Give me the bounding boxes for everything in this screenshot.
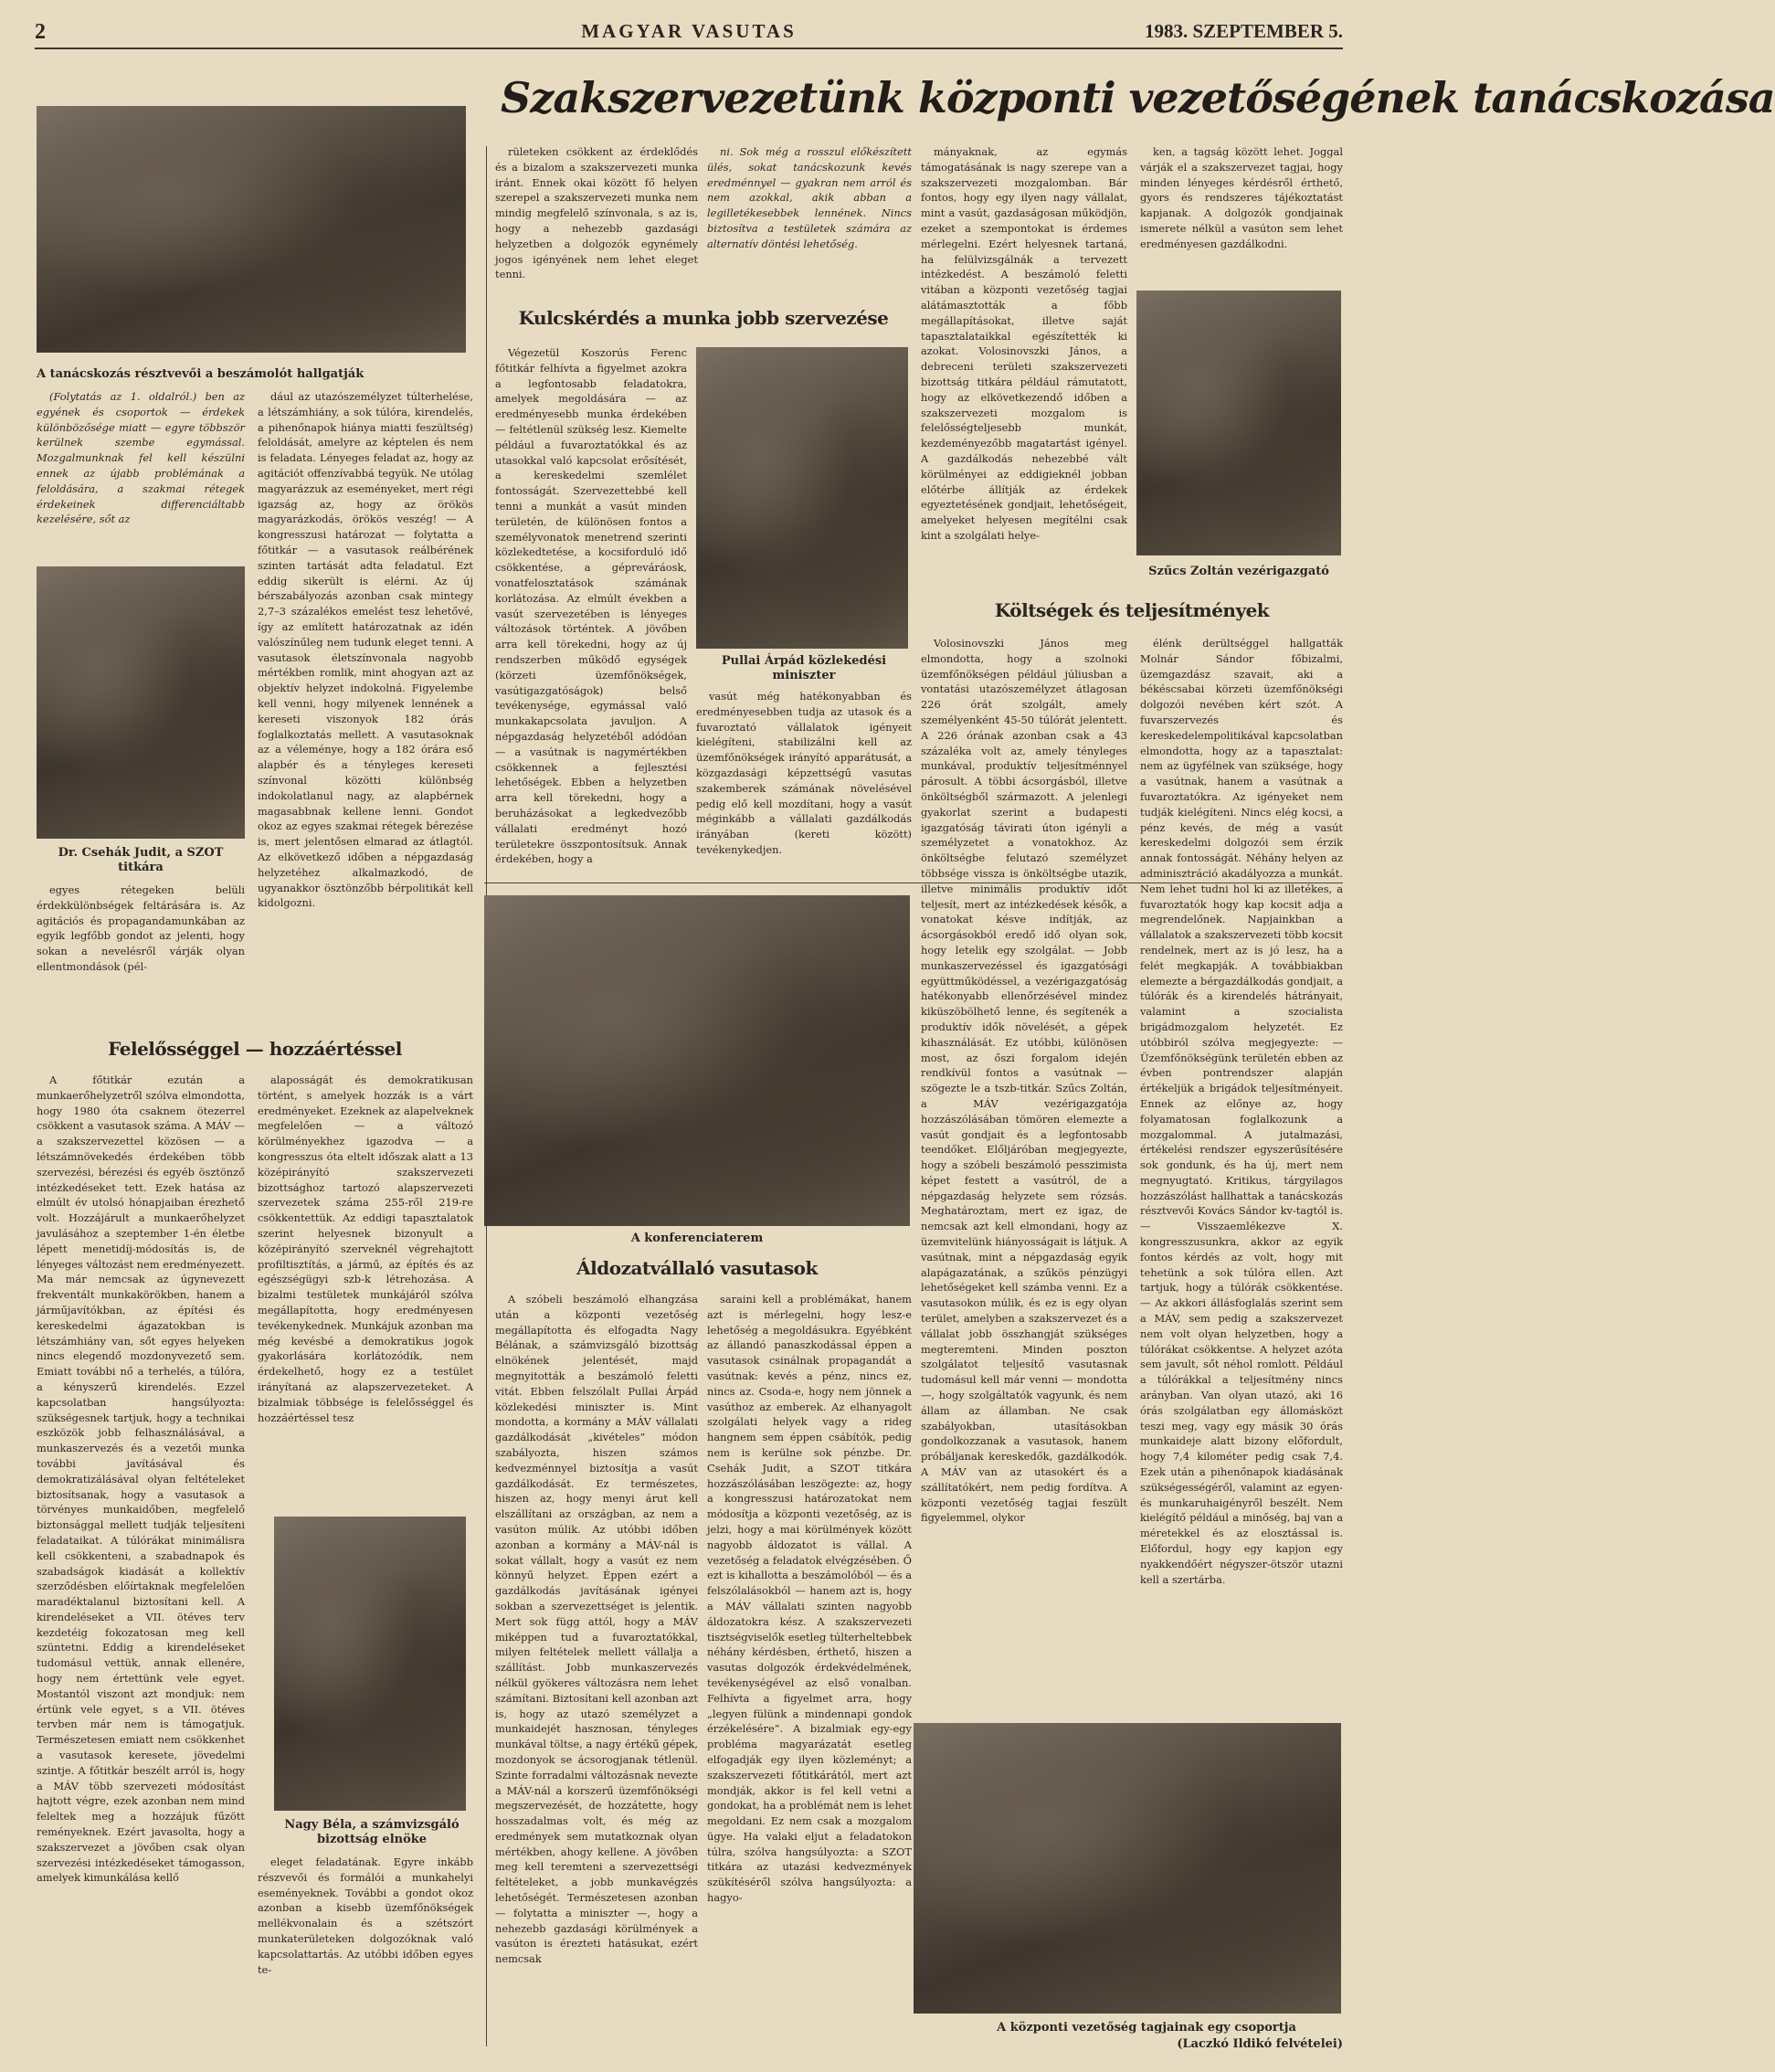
photo-conference-hall (484, 895, 910, 1226)
photo-credit: (Laczkó Ildikó felvételei) (1177, 2037, 1343, 2051)
article-column-4-mid (696, 689, 912, 877)
article-text: egyes rétegeken belüli érdekkülönbségek feltárására is. Az agitációs és propagandamunkában az egyik legfőbb gondot az jelenti, hogy sokan a nevelésről várják olyan ellentmondások (pél- (37, 883, 245, 973)
caption-pullai-arpad: Pullai Árpád közlekedési miniszter (721, 654, 887, 682)
caption-board-members-group: A központi vezetőség tagjainak egy csoportja (997, 2021, 1296, 2035)
article-text: Végezetül Koszorús Ferenc főtitkár felhívta a figyelmet azokra a legfontosabb feladatokra, amelyek megoldására — az eredményesebb munka érdekében — feltétlenül szükség lesz. Kiemelte például a fuvaroztatókkal és az utasokkal való kapcsolat erősítését, a kereskedelmi szemlélet fontosságát. Szervezettebbé kell tenni a munkát a vasút minden területén, de különösen fontos a személyvonatok menetrend szerinti közlekedtetése, a kocsiforduló idő csökkentése, a gépreváráosk, vonatfelosztatások számának korlátozása. Az elmúlt években a vasút szervezetében is lényeges változások történtek. A jövőben arra kell törekedni, hogy az új rendszerben működő egységek (körzeti üzemfőnökségek, vasútigazgatóságok) belső tevékenysége, egymással való munkakapcsolata javuljon. A népgazdaság helyzetéből adódóan — a vasútnak is nagymértékben csökkennek a fejlesztési lehetőségek. Ebben a helyzetben arra kell törekedni, hogy a beruházásokat a legkedvezőbb vállalati eredményt hozó területekre összpontosítsuk. Annak érdekében, hogy a (495, 346, 687, 866)
article-column-1-bottom (37, 1073, 245, 2046)
article-column-6-top (1140, 144, 1343, 291)
photo-csehak-judit (37, 566, 245, 839)
page-header (35, 16, 1343, 49)
article-text: (Folytatás az 1. oldalról.) ben az egyének és csoportok — érdekek különbözősége miatt — egyre többször kerülnek szembe egymással. Mozgalmunknak fel kell készülni ennek az újabb problémának a feloldására, a szakmai rétegek érdekeinek differenciáltabb kezelésére, sőt az (37, 390, 245, 526)
photo-nagy-bela (274, 1517, 466, 1811)
photo-meeting-participants (37, 106, 466, 353)
article-column-2-nagy (258, 1855, 473, 2046)
article-text: ni. Sok még a rosszul előkészített ülés, sokat tanácskozunk kevés eredménnyel — gyakran nem arról és nem azokkal, akik abban a legilletékesebbek lennének. Nincs biztosítva a testületek számára az alternatív döntési lehetőség. (707, 145, 912, 250)
article-text: A főtitkár ezután a munkaerőhelyzetről szólva elmondotta, hogy 1980 óta csaknem ötezerrel csökkent a vasutasok száma. A MÁV — a szakszervezettel közösen — a létszámnövekedés érdekében több szervezési, bérezési és egyéb ösztönző intézkedéseket tett. Ezek hatása az elmúlt év utolsó hónapjaiban érezhető volt. Hozzájárult a munkaerőhelyzet javulásához a szeptember 1-én életbe lépett menetidíj-módosítás is, de lényeges változást nem eredményezett. Ma már nemcsak az úgynevezett frekventált munkakörökben, hanem a járműjavítókban, az építési és kereskedelmi ágazatokban is létszámhiány van, sőt egyes helyeken nincs elegendő mozdonyvezető sem. Emiatt további nő a terhelés, a túlóra, a kényszerű kirendelés. Ezzel kapcsolatban hangsúlyozta: szükségesnek tartjuk, hogy a technikai eszközök jobb felhasználásával, a munkaszervezés és a vezetői munka további javításával és demokratizálásával olyan feltételeket biztosítsanak, hogy a vasutasok a törvényes munkaidőben, megfelelő biztonsággal mellett tudják teljesíteni feladataikat. A túlórákat minimálisra kell csökkenteni, a szabadnapok és szabadságok kiadását a kollektív szerződésben előírtaknak megfelelően maradéktalanul biztosítani kell. A kirendeléseket a VII. ötéves terv kezdetéig fokozatosan meg kell szüntetni. Eddig a kirendeléseket tudomásul vettük, annak ellenére, hogy nem értettünk vele egyet. Mostantól viszont azt mondjuk: nem értünk vele egyet, s a VII. ötéves tervben már nem is támogatjuk. Természetesen emiatt nem csökkenhet a vasutasok keresete, jövedelmi szintje. A főtitkár beszélt arról is, hogy a MÁV több szervezeti módosítást hajtott végre, ezek azonban nem mind feleltek meg a hozzájuk fűzött reményeknek. Ezért javasolta, hogy a szakszervezet a jövőben csak olyan szervezési intézkedéseket támogasson, amelyek kimunkálása kellő (37, 1073, 245, 1885)
article-column-2-bottom (258, 1073, 473, 1502)
article-text: mányaknak, az egymás támogatásának is nagy szerepe van a szakszervezeti mozgalomban. Bár fontos, hogy egy ilyen nagy vállalat, mint a vasút, gazdaságosan működjön, ezeket a szempontokat is érdemes mérlegelni. Ezért helyesnek tartaná, ha felülvizsgálnák a tervezett intézkedést. A beszámoló feletti vitában a központi vezetőség tagjai alátámasztották a főbb megállapításokat, illetve saját tapasztalataikkal egészítették ki azokat. Volosinovszki János, a debreceni területi szakszervezeti bizottság titkára például rámutatott, hogy az elkövetkezendő időben a szakszervezeti mozgalom is felelősségteljesebb munkát, kezdeményezőbb magatartást igényel. A gazdálkodás nehezebbé vált körülményei az eddigieknél jobban előtérbe állítják az érdekek egyeztetésének gondjait, lehetőségeit, amelyeket helyesen megítélni csak kint a szolgálati helye- (921, 145, 1127, 542)
main-title: Szakszervezetünk központi vezetőségének tanácskozása (501, 73, 1775, 122)
page-number: 2 (35, 20, 46, 44)
article-text: saraini kell a problémákat, hanem azt is mérlegelni, hogy lesz-e lehetőség a megoldásukra. Egyébként az állandó panaszkodással éppen a vasutasok csinálnak propagandát a vasútnak: kevés a pénz, nincs ez, nincs az. Csoda-e, hogy nem jönnek a vasúthoz az emberek. Az elhanyagolt szolgálati helyek vagy a rideg hangnem sem éppen csábítók, pedig nem is kerülne sok pénzbe. Dr. Csehák Judit, a SZOT titkára hozzászólásában leszögezte: az, hogy a kongresszusi határozatokat nem módosítja a központi vezetőség, az is jelzi, hogy a mai körülmények között nagyobb áldozatot is vállal. A vezetőség a feladatok elvégzésében. Ő ezt is kihallotta a beszámolóból — és a felszólalásokból — hanem azt is, hogy a MÁV vállalati szinten nagyobb áldozatokra kész. A szakszervezeti tisztségviselők esetleg túlterheltebbek néhány kérdésben, érthető, hiszen a vasutas dolgozók érdekvédelmének, tevékenységével az első vonalban. Felhívta a figyelmet arra, hogy „legyen fülünk a mindennapi gondok érzékelésére”. A bizalmiak egy-egy probléma magyarázatát esetleg elfogadják egy ilyen közleményt; a szakszervezeti főtitkárától, mert azt mondják, akkor is fel kell vetni a gondokat, ha a problémát nem is lehet megoldani. Ez nem csak a mozgalom ügye. Ha valaki eljut a feladatokon túlra, szólva hangsúlyozta: a SZOT titkára az utazási kedvezmények szükítéséről szólva hangsúlyozta: a hagyo- (707, 1293, 912, 1905)
article-column-3-mid (495, 345, 687, 873)
article-column-3-top (495, 144, 698, 298)
heading-aldozatvallalo: Áldozatvállaló vasutasok (576, 1257, 818, 1279)
heading-koltsegek: Költségek és teljesítmények (994, 599, 1270, 621)
article-column-4-top (707, 144, 912, 298)
article-text: dául az utazószemélyzet túlterhelése, a létszámhiány, a sok túlóra, kirendelés, a pihenőnapok hiánya miatti feszültség) feloldását, amelyre az képtelen és nem is feladata. Lényeges feladat az, hogy az agitációt offenzívabbá tegyük. Ne utólag magyarázzuk az eseményeket, mert régi igazság az, hogy az örökös magyarázkodás, örökös veszég! — A kongresszusi határozat — folytatta a főtitkár — a vasutasok reálbérének szinten tartását adta feladatul. Ezt eddig sikerült is elérni. Az új bérszabályozás azonban csak mintegy 2,7–3 százalékos emelést tesz lehetővé, így az említett határozatnak az idén valószínűleg nem tudunk eleget tenni. A vasutasok életszínvonala nagyobb mértékben romlik, mint ahogyan azt az objektív helyzet indokolná. Figyelembe kell venni, hogy milyenek lennének a kereseti viszonyok 182 órás foglalkoztatás mellett. A vasutasoknak az a véleménye, hogy a 182 órára eső alapbér és a tényleges kereseti színvonal közötti különbség indokolatlanul nagy, az alapbérnek magasabbnak kellene lenni. Gondot okoz az egyes szakmai rétegek bérezése is, mert jelentősen elmarad az átlagtól. Az elkövetkező időben a népgazdaság helyzetéhez alkalmazkodó, de ugyanakkor ösztönzőbb bérpolitikát kell kidolgozni. (258, 390, 473, 910)
article-text: ken, a tagság között lehet. Joggal várják el a szakszervezet tagjai, hogy minden lényeges kérdésről érthető, gyors és rendszeres tájékoztatást kapjanak. A dolgozók gondjainak ismerete nélkül a vasúton sem lehet eredményesen gazdálkodni. (1140, 145, 1343, 250)
article-column-1-top (37, 389, 245, 563)
article-column-2-top (258, 389, 473, 961)
article-text: Volosinovszki János meg elmondotta, hogy a szolnoki üzemfőnökségen például júliusban a vontatási utazószemélyzet átlagosan 226 órát szolgált, amely személyenként 45-50 túlórát jelentett. A 226 órának azonban csak a 43 százaléka volt az, amely tényleges munkával, produktív teljesítménnyel párosult. A többi ácsorgásból, illetve önköltségből származott. A jelenlegi gyakorlat szerint a budapesti igazgatóság távirati úton igényli a személyzetet a vonatokhoz. Az önköltségbe felutazó személyzet többsége vissza is önköltségbe utazik, illetve minimális produktív időt teljesít, mert az intézkedések késők, a vonatokat késve indítják, az ácsorgásokból eredő idő olyan sok, hogy letelik egy szolgálat. — Jobb munkaszervezéssel és igazgatósági együttműködéssel, a vezérigazgatóság hatékonyabb ellenőrzésével mindez kiküszöbölhető lenne, és segítenék a produktív idők növelését, a gépek kihasználását. Ez utóbbi, különösen most, az őszi forgalom idején rendkívül fontos a vasútnak — szögezte le a tszb-titkár. Szűcs Zoltán, a MÁV vezérigazgatója hozzászólásában tömören elemezte a vasút gondjait és a legfontosabb teendőket. Előljáróban megjegyezte, hogy a szóbeli beszámoló pesszimista képet festett a vasútról, de a népgazdaság helyzete sem rózsás. Meghatároztam, mert ez igaz, de nemcsak azt kell elmondani, hogy az üzemvitelünk hiányosságait is látjuk. A vasútnak, mint a népgazdaság egyik alapágazatának, a szűkös pénzügyi lehetőségeket kell számba venni. Ez a vasutasokon múlik, és ez is egy olyan terület, amelyben a szakszervezet és a vállalat jobb összhangját szükséges megteremteni. Minden poszton szolgálatot teljesítő vasutasnak tudomásul kell már venni — mondotta —, hogy szolgáltatók vagyunk, és nem állam az államban. Ne csak szabályokban, utasításokban gondolkozzanak a vasutasok, hanem próbáljanak kereskedők, gazdálkodók. A MÁV van az utasokért és a szállítatókért, nem pedig fordítva. A központi vezetőség tagjai feszült figyelemmel, olykor (921, 637, 1127, 1525)
article-column-3-bottom (495, 1292, 698, 2046)
heading-felelosseggel: Felelősséggel — hozzáértéssel (108, 1038, 402, 1060)
caption-szucs-zoltan: Szűcs Zoltán vezérigazgató (1148, 565, 1329, 578)
caption-conference-hall: A konferenciaterem (630, 1232, 764, 1245)
article-column-6-bottom (1140, 636, 1343, 1723)
heading-kulcskerdes: Kulcskérdés a munka jobb szervezése (518, 307, 889, 329)
article-text: A szóbeli beszámoló elhangzása után a központi vezetőség megállapította és elfogadta Nagy Bélának, a számvizsgáló bizottság elnökének jelentését, majd megnyitották a beszámoló feletti vitát. Ebben felszólalt Pullai Árpád közlekedési miniszter is. Mint mondotta, a kormány a MÁV vállalati gazdálkodását „kivételes” módon szabályozta, hiszen számos kedvezménnyel biztosítja a vasút gazdálkodását. Ez természetes, hiszen az, hogy menyi árut kell elszállítani az országban, az nem a vasúton múlik. Az utóbbi időben azonban a kormány a MÁV-nál is sokat vállalt, hogy a vasút ez nem könnyű helyzet. Éppen ezért a gazdálkodás javításának igényei sokban a szervezettséget is jelentik. Mert sok függ attól, hogy a MÁV miképpen tud a fuvaroztatókkal, milyen feltételek mellett vállalja a szállítást. Jobb munkaszervezés nélkül gyökeres változásra nem lehet számítani. Biztosítani kell azonban azt is, hogy az utazó személyzet a munkaidejét hasznosan, tényleges munkával töltse, a nagy értékű gépek, mozdonyok se ácsorogjanak tétlenül. Szinte forradalmi változásnak nevezte a MÁV-nál a korszerű üzemfőnökségi megszervezését, de hozzátette, hogy hosszadalmas volt, és még az eredmények sem mutatkoznak olyan mértékben, ahogy kellene. A jövőben meg kell teremteni a szervezettségi feltételeket, a jobb munkavégzés lehetőségét. Természetesen azonban — folytatta a miniszter —, hogy a nehezebb gazdasági körülmények a vasúton is érezteti hatásukat, ezért nemcsak (495, 1293, 698, 1966)
article-text: vasút még hatékonyabban és eredményesebben tudja az utasok és a fuvaroztató vállalatok igényeit kielégíteni, stabilizálni kell az üzemfőnökségek irányító apparátusát, a közgazdasági képzettségű vasutas szakemberek számának növelésével pedig elő kell mozdítani, hogy a vasút méginkább a vállalati gazdálkodás irányában (kereti között) tevékenykedjen. (696, 690, 912, 856)
article-text: élénk derültséggel hallgatták Molnár Sándor főbizalmi, üzemgazdász szavait, aki a békéscsabai körzeti üzemfőnökségi dolgozói nevében kért szót. A fuvarszervezés és kereskedelempolitikával kapcsolatban elmondotta, hogy az a tapasztalat: nem az ügyfélnek van szüksége, hogy a vasútnak, hanem a vasútnak a fuvaroztatókra. Az igényeket nem tudják kielégíteni. Nincs elég kocsi, a pénz kevés, de még a vasút kereskedelmi dolgozói sem érzik annak fontosságát. Néhány helyen az adminisztráció akadályozza a munkát. Nem lehet tudni hol ki az illetékes, a fuvaroztatók hogy kap kocsit adja a megrendelőnek. Napjainkban a vállalatok a szakszervezeti több kocsit rendelnek, mert az is jó lesz, ha a felét megkapják. A továbbiakban elemezte a bérgazdálkodás gondjait, a túlórák és a kirendelés hátrányait, valamint a szocialista brigádmozgalom helyzetét. Ez utóbbiról szólva megjegyezte: — Üzemfőnökségünk területén ebben az évben pontrendszer alapján értékeljük a brigádok teljesítményeit. Ennek az előnye az, hogy folyamatosan foglalkozunk a mozgalommal. A jutalmazási, értékelési rendszer egyszerűsítésére sok gondunk, és ha új, mert nem megnyugtató. Kritikus, tárgyilagos hozzászólást hallhattak a tanácskozás résztvevői Kovács Sándor kv-tagtól is. — Visszaemlékezve X. kongresszusunkra, akkor az egyik fontos kérdés az volt, hogy mit tehetünk a sok túlóra ellen. Azt tartjuk, hogy a túlórák csökkentése. — Az akkori állásfoglalás szerint sem a MÁV, sem pedig a szakszervezet nem volt olyan helyzetben, hogy a túlórákat csökkentse. A helyzet azóta sem javult, sőt néhol romlott. Például a túlórákkal a teljesítmény nincs arányban. Van olyan utazó, aki 16 órás szolgálatban egy állomásközt teszi meg, vagy egy másik 30 órás munkaideje alatt bizony előfordult, hogy 7,4 kilométer pedig csak 7,4. Ezek után a pihenőnapok kiadásának szükségességéről, valamint az egyen- és munkaruhaigényről beszélt. Nem kielégítő például a minőség, baj van a méretekkel és az elosztással is. Előfordul, hogy egy kapjon egy nyakkendőért négyszer-ötször utazni kell a szertárba. (1140, 637, 1343, 1586)
caption-meeting-participants: A tanácskozás résztvevői a beszámolót hallgatják (37, 367, 365, 381)
article-text: rületeken csökkent az érdeklődés és a bizalom a szakszervezeti munka iránt. Ennek okai között fő helyen szerepel a szakszervezeti munka nem mindig megfelelő színvonala, s az is, hogy a nehezebb gazdasági helyzetben a dolgozók egynémely jogos igényének nem lehet eleget tenni. (495, 145, 698, 281)
caption-csehak-judit: Dr. Csehák Judit, a SZOT titkára (58, 846, 224, 874)
photo-board-members-group (914, 1723, 1341, 2014)
article-column-1-mid (37, 883, 245, 973)
article-column-4-bottom (707, 1292, 912, 2046)
article-text: eleget feladatának. Egyre inkább részvevői és formálói a munkahelyi eseményeknek. További a gondot okoz azonban a kisebb üzemfőnökségek mellékvonalain és a szétszórt munkaterületeken dolgozóknak való kapcsolattartás. Az utóbbi időben egyes te- (258, 1855, 473, 1976)
masthead: MAGYAR VASUTAS (581, 20, 797, 42)
article-text: alaposságát és demokratikusan történt, s amelyek hozzák is a várt eredményeket. Ezeknek az alapelveknek megfelelően — a változó körülményekhez igazodva — a kongresszus óta eltelt időszak alatt a 13 középirányító szakszervezeti bizottsághoz tartozó alapszervezeti szervezetek száma 255-ről 219-re csökkentettük. Az eddigi tapasztalatok szerint helyesnek bizonyult a középirányító szerveknél végrehajtott profiltisztítás, a jármű, az építés és az egészségügyi szb-k létrehozása. A bizalmi testületek munkájáról szólva megállapította, hogy eredményesen tevékenykednek. Munkájuk azonban ma még kevésbé a demokratikus jogok gyakorlására korlátozódik, nem érdekelhető, hogy ez a testület irányítaná az alapszervezeteket. A bizalmiak többsége is felelősséggel és hozzáértéssel tesz (258, 1073, 473, 1424)
issue-date: 1983. SZEPTEMBER 5. (1144, 20, 1343, 42)
photo-szucs-zoltan (1136, 291, 1341, 555)
caption-nagy-bela: Nagy Béla, a számvizsgáló bizottság elnöke (284, 1818, 460, 1846)
photo-pullai-arpad (696, 347, 908, 649)
